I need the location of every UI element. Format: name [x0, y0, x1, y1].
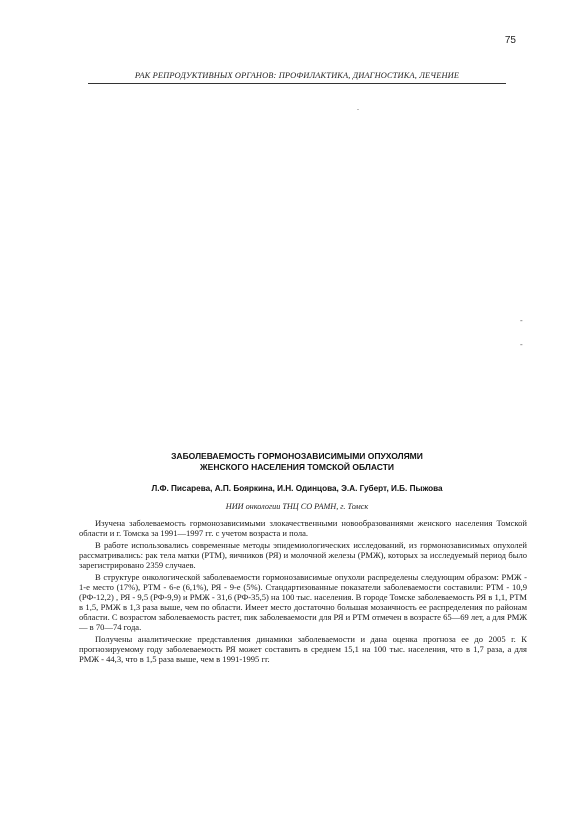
affiliation: НИИ онкологии ТНЦ СО РАМН, г. Томск [225, 502, 369, 511]
article-title-line-2: ЖЕНСКОГО НАСЕЛЕНИЯ ТОМСКОЙ ОБЛАСТИ [199, 462, 395, 472]
body-paragraph: В структуре онкологической заболеваемости гормонозависимые опухоли распределены следующим образом: РМЖ - 1-е место (17%), РТМ - 6-е (6,1%), РЯ - 9-е (5%). Стандартизованные показатели заболеваемости составили: РТМ - 10,9 (РФ-12,2) , РЯ - 9,5 (РФ-9,9) и РМЖ - 31,6 (РФ-35,5) на 100 тыс. населения. В городе Томске заболеваемость РЯ в 1,1, РТМ в 1,5, РМЖ в 1,3 раза выше, чем по области. Имеет место достаточно большая мозаичность ее распределения по районам области. С возрастом заболеваемость растет, пик заболеваемости для РЯ и РТМ отмечен в возрасте 65—69 лет, а для РМЖ — в 70—74 года. [79, 572, 527, 632]
article-title [88, 451, 506, 473]
scan-speck: - [520, 340, 523, 349]
body-paragraph: Изучена заболеваемость гормонозависимыми злокачественными новообразованиями женского населения Томской области и г. Томска за 1991—1997 гг. с учетом возраста и пола. [79, 518, 527, 538]
article-title-line-1: ЗАБОЛЕВАЕМОСТЬ ГОРМОНОЗАВИСИМЫМИ ОПУХОЛЯМИ [171, 451, 423, 461]
authors: Л.Ф. Писарева, А.П. Бояркина, И.Н. Одинцова, Э.А. Губерт, И.Б. Пыжова [151, 484, 443, 493]
body-paragraph: В работе использовались современные методы эпидемиологических исследований, из гормонозависимых опухолей рассматривались: рак тела матки (РТМ), яичников (РЯ) и молочной железы (РМЖ), которых за исследуемый период было зарегистрировано 2359 случаев. [79, 540, 527, 570]
page-number: 75 [504, 35, 516, 46]
scan-speck: - [520, 316, 523, 325]
header-rule [88, 83, 506, 84]
scan-speck: . [357, 103, 359, 112]
running-header: РАК РЕПРОДУКТИВНЫХ ОРГАНОВ: ПРОФИЛАКТИКА, ДИАГНОСТИКА, ЛЕЧЕНИЕ [134, 71, 460, 80]
article-body [79, 518, 527, 666]
body-paragraph: Получены аналитические представления динамики заболеваемости и дана оценка прогноза ее до 2005 г. К прогнозируемому году заболеваемость РЯ может составить в среднем 15,1 на 100 тыс. населения, что в 1,7 раза, а для РМЖ - 44,3, что в 1,5 раза выше, чем в 1991-1995 гг. [79, 634, 527, 664]
